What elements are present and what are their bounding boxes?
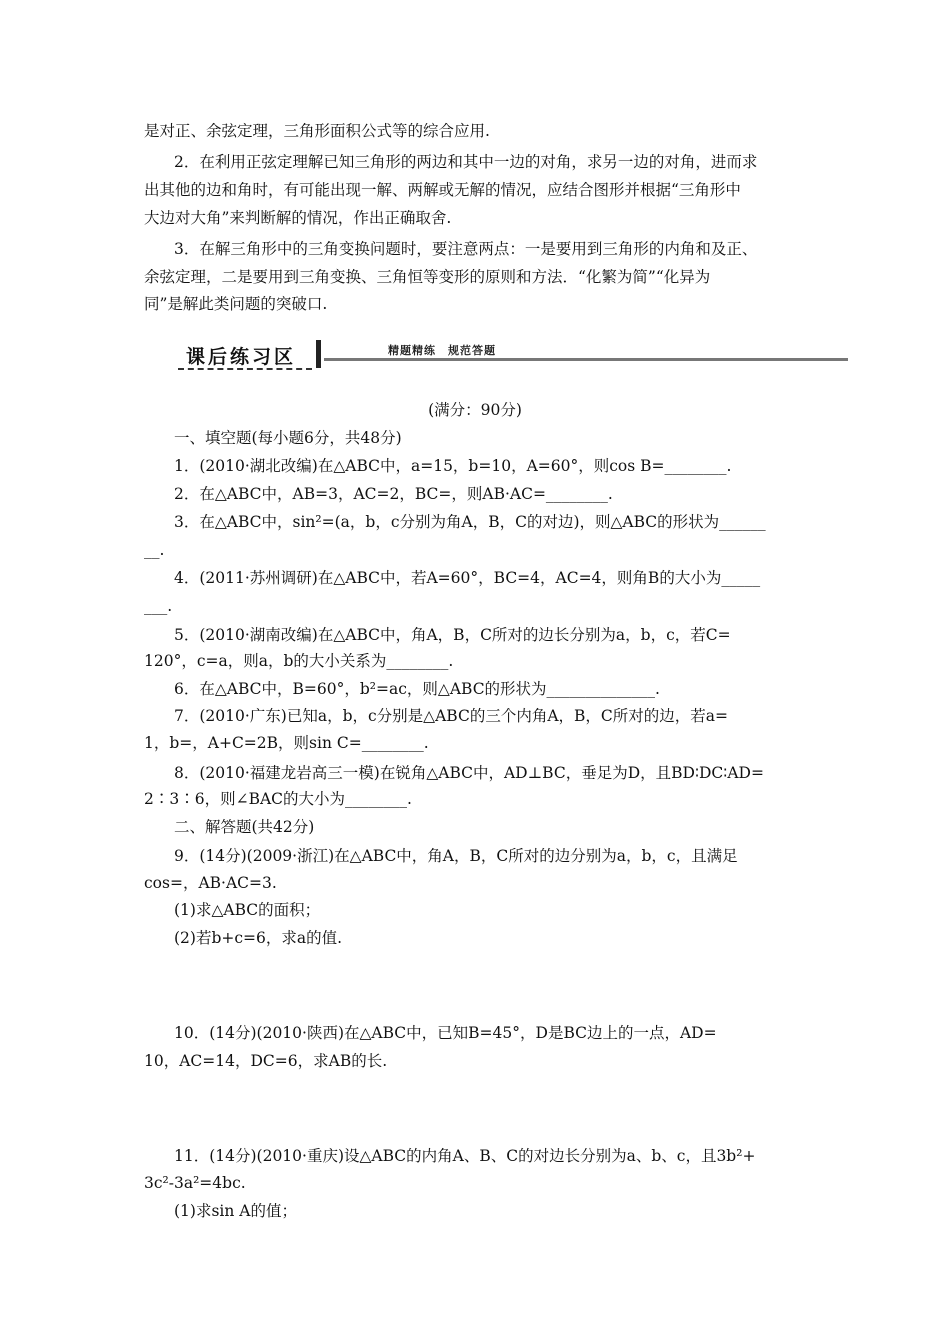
question-3-cont: __. [144, 541, 165, 559]
question-9-part-1: (1)求△ABC的面积； [174, 901, 321, 919]
question-11-cont: 3c²-3a²=4bc. [144, 1174, 246, 1192]
text-line: 出其他的边和角时，有可能出现一解、两解或无解的情况，应结合图形并根据“三角形中 [144, 181, 741, 199]
section-heading: 一、填空题(每小题6分，共48分) [174, 429, 402, 447]
question-8: 8．(2010·福建龙岩高三一模)在锐角△ABC中，AD⊥BC，垂足为D，且BD∶DC∶AD= [174, 764, 764, 782]
text-line: 同”是解此类问题的突破口. [144, 295, 328, 313]
text-line: 2．在利用正弦定理解已知三角形的两边和其中一边的对角，求另一边的对角，进而求 [174, 153, 758, 171]
question-10: 10．(14分)(2010·陕西)在△ABC中，已知B=45°，D是BC边上的一点，AD= [174, 1024, 717, 1042]
question-11-part-1: (1)求sin A的值； [174, 1202, 297, 1220]
question-4: 4．(2011·苏州调研)在△ABC中，若A=60°，BC=4，AC=4，则角B的大小为_____ [174, 569, 761, 587]
banner-dash-underline [178, 368, 312, 370]
score-line: (满分：90分) [428, 401, 522, 419]
banner-title: 课后练习区 [186, 346, 297, 368]
question-9-part-2: (2)若b+c=6，求a的值. [174, 929, 343, 947]
question-9: 9．(14分)(2009·浙江)在△ABC中，角A，B，C所对的边分别为a，b，c，且满足 [174, 847, 738, 865]
question-3: 3．在△ABC中，sin²=(a，b，c分别为角A，B，C的对边)，则△ABC的形状为______ [174, 513, 766, 531]
text-line: 3．在解三角形中的三角变换问题时，要注意两点：一是要用到三角形的内角和及正、 [174, 240, 758, 258]
question-2: 2．在△ABC中，AB=3，AC=2，BC=，则AB·AC=________. [174, 485, 613, 503]
question-7-cont: 1，b=，A+C=2B，则sin C=________. [144, 734, 429, 752]
question-10-cont: 10，AC=14，DC=6，求AB的长. [144, 1052, 388, 1070]
question-8-cont: 2∶3∶6，则∠BAC的大小为________. [144, 790, 412, 808]
section-heading: 二、解答题(共42分) [174, 818, 315, 836]
banner-divider [316, 340, 321, 368]
question-1: 1．(2010·湖北改编)在△ABC中，a=15，b=10，A=60°，则cos B=________. [174, 457, 732, 475]
text-line: 余弦定理，二是要用到三角变换、三角恒等变形的原则和方法．“化繁为简”“化异为 [144, 268, 711, 286]
question-5-cont: 120°，c=a，则a，b的大小关系为________. [144, 652, 454, 670]
question-4-cont: ___. [144, 597, 173, 615]
question-9-cont: cos=，AB·AC=3. [144, 874, 277, 892]
section-banner [178, 338, 848, 372]
question-5: 5．(2010·湖南改编)在△ABC中，角A，B，C所对的边长分别为a，b，c，若C= [174, 626, 731, 644]
text-line: 大边对大角”来判断解的情况，作出正确取舍. [144, 209, 452, 227]
question-11: 11．(14分)(2010·重庆)设△ABC的内角A、B、C的对边长分别为a、b、c，且3b²+ [174, 1147, 756, 1165]
text-line: 是对正、余弦定理，三角形面积公式等的综合应用. [144, 122, 490, 140]
question-6: 6．在△ABC中，B=60°，b²=ac，则△ABC的形状为______________. [174, 680, 660, 698]
banner-subtitle: 精题精练 规范答题 [388, 344, 496, 357]
question-7: 7．(2010·广东)已知a，b，c分别是△ABC的三个内角A，B，C所对的边，若a= [174, 707, 728, 725]
banner-rule [324, 358, 848, 361]
